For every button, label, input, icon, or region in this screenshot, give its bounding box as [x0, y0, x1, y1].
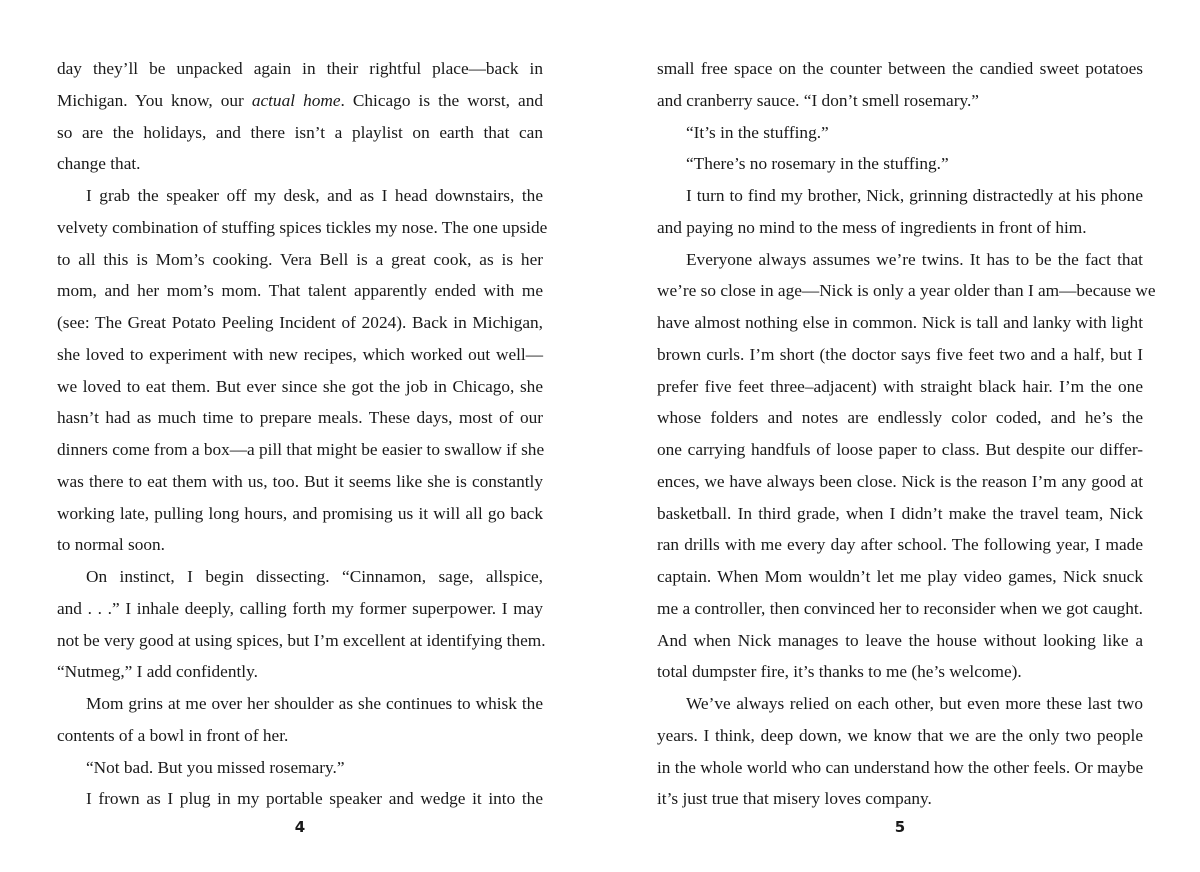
text-line: (see: The Great Potato Peeling Incident of 2024). Back in Michigan,: [57, 313, 543, 332]
text-line: ran drills with me every day after school. The following year, I made: [657, 535, 1143, 555]
text-line: ences, we have always been close. Nick is the reason I’m any good at: [657, 471, 1143, 491]
right-page-text: [657, 53, 1156, 815]
text-line: Mom grins at me over her shoulder as she continues to whisk the: [86, 694, 543, 713]
text-line: We’ve always relied on each other, but even more these last two: [686, 694, 1143, 713]
text-line: it’s just true that misery loves company.: [657, 789, 932, 809]
right-page-number: 5: [894, 818, 906, 836]
text-line: “Not bad. But you missed rosemary.”: [86, 757, 345, 777]
text-line: we loved to eat them. But ever since she got the job in Chicago, she: [57, 376, 543, 396]
text-line: contents of a bowl in front of her.: [57, 725, 289, 745]
text-line: “Nutmeg,” I add confidently.: [57, 662, 258, 682]
text-line: prefer five feet three–adjacent) with straight black hair. I’m the one: [657, 376, 1143, 396]
text-line: dinners come from a box—a pill that might be easier to swallow if she: [57, 440, 545, 459]
text-line: And when Nick manages to leave the house without looking like a: [657, 630, 1143, 650]
text-line: she loved to experiment with new recipes, which worked out well—: [57, 344, 543, 364]
text-line: and paying no mind to the mess of ingredients in front of him.: [657, 217, 1087, 237]
left-page-text: [57, 53, 548, 815]
text-line: “It’s in the stuffing.”: [686, 122, 829, 142]
text-line: basketball. In third grade, when I didn’t make the travel team, Nick: [657, 503, 1143, 523]
text-segment: Michigan. You know, our: [57, 90, 252, 110]
text-line: in the whole world who can understand how the other feels. Or maybe: [657, 757, 1144, 777]
text-line: so are the holidays, and there isn’t a playlist on earth that can: [57, 122, 543, 142]
text-line: I grab the speaker off my desk, and as I head downstairs, the: [86, 186, 543, 205]
text-line: years. I think, deep down, we know that we are the only two people: [657, 725, 1143, 745]
text-line: total dumpster fire, it’s thanks to me (he’s welcome).: [657, 662, 1022, 682]
text-line: working late, pulling long hours, and promising us it will all go back: [57, 503, 543, 523]
text-line: [57, 85, 543, 117]
text-line: velvety combination of stuffing spices tickles my nose. The one upside: [57, 217, 548, 237]
text-line: to normal soon.: [57, 535, 165, 555]
left-page-number: 4: [294, 818, 306, 836]
text-line: brown curls. I’m short (the doctor says five feet two and a half, but I: [657, 344, 1143, 364]
text-line: small free space on the counter between the candied sweet potatoes: [657, 59, 1143, 78]
text-line: to all this is Mom’s cooking. Vera Bell is a great cook, as is her: [57, 249, 543, 269]
text-line: I frown as I plug in my portable speaker and wedge it into the: [86, 789, 543, 809]
text-line: not be very good at using spices, but I’m excellent at identifying them.: [57, 630, 546, 650]
text-line: was there to eat them with us, too. But it seems like she is constantly: [57, 471, 543, 491]
text-line: captain. When Mom wouldn’t let me play video games, Nick snuck: [657, 567, 1143, 586]
text-line: Everyone always assumes we’re twins. It has to be the fact that: [686, 249, 1143, 269]
text-line: hasn’t had as much time to prepare meals. These days, most of our: [57, 408, 543, 428]
text-line: we’re so close in age—Nick is only a year older than I am—because we: [657, 281, 1156, 301]
text-line: me a controller, then convinced her to reconsider when we got caught.: [657, 598, 1143, 618]
text-line: and cranberry sauce. “I don’t smell rosemary.”: [657, 90, 979, 110]
text-line: change that.: [57, 154, 141, 174]
text-line: “There’s no rosemary in the stuffing.”: [686, 154, 949, 174]
text-line: and . . .” I inhale deeply, calling forth my former superpower. I may: [57, 598, 543, 618]
italic-text: actual home: [251, 90, 341, 110]
text-segment: . Chicago is the worst, and: [340, 90, 544, 110]
text-line: day they’ll be unpacked again in their rightful place—back in: [57, 59, 543, 78]
text-line: On instinct, I begin dissecting. “Cinnamon, sage, allspice,: [86, 567, 543, 586]
text-line: have almost nothing else in common. Nick is tall and lanky with light: [657, 313, 1143, 332]
text-line: whose folders and notes are endlessly color coded, and he’s the: [657, 408, 1143, 428]
text-line: I turn to find my brother, Nick, grinning distractedly at his phone: [686, 186, 1143, 205]
text-line: one carrying handfuls of loose paper to class. But despite our differ-: [657, 440, 1143, 459]
text-line: mom, and her mom’s mom. That talent apparently ended with me: [57, 281, 543, 301]
